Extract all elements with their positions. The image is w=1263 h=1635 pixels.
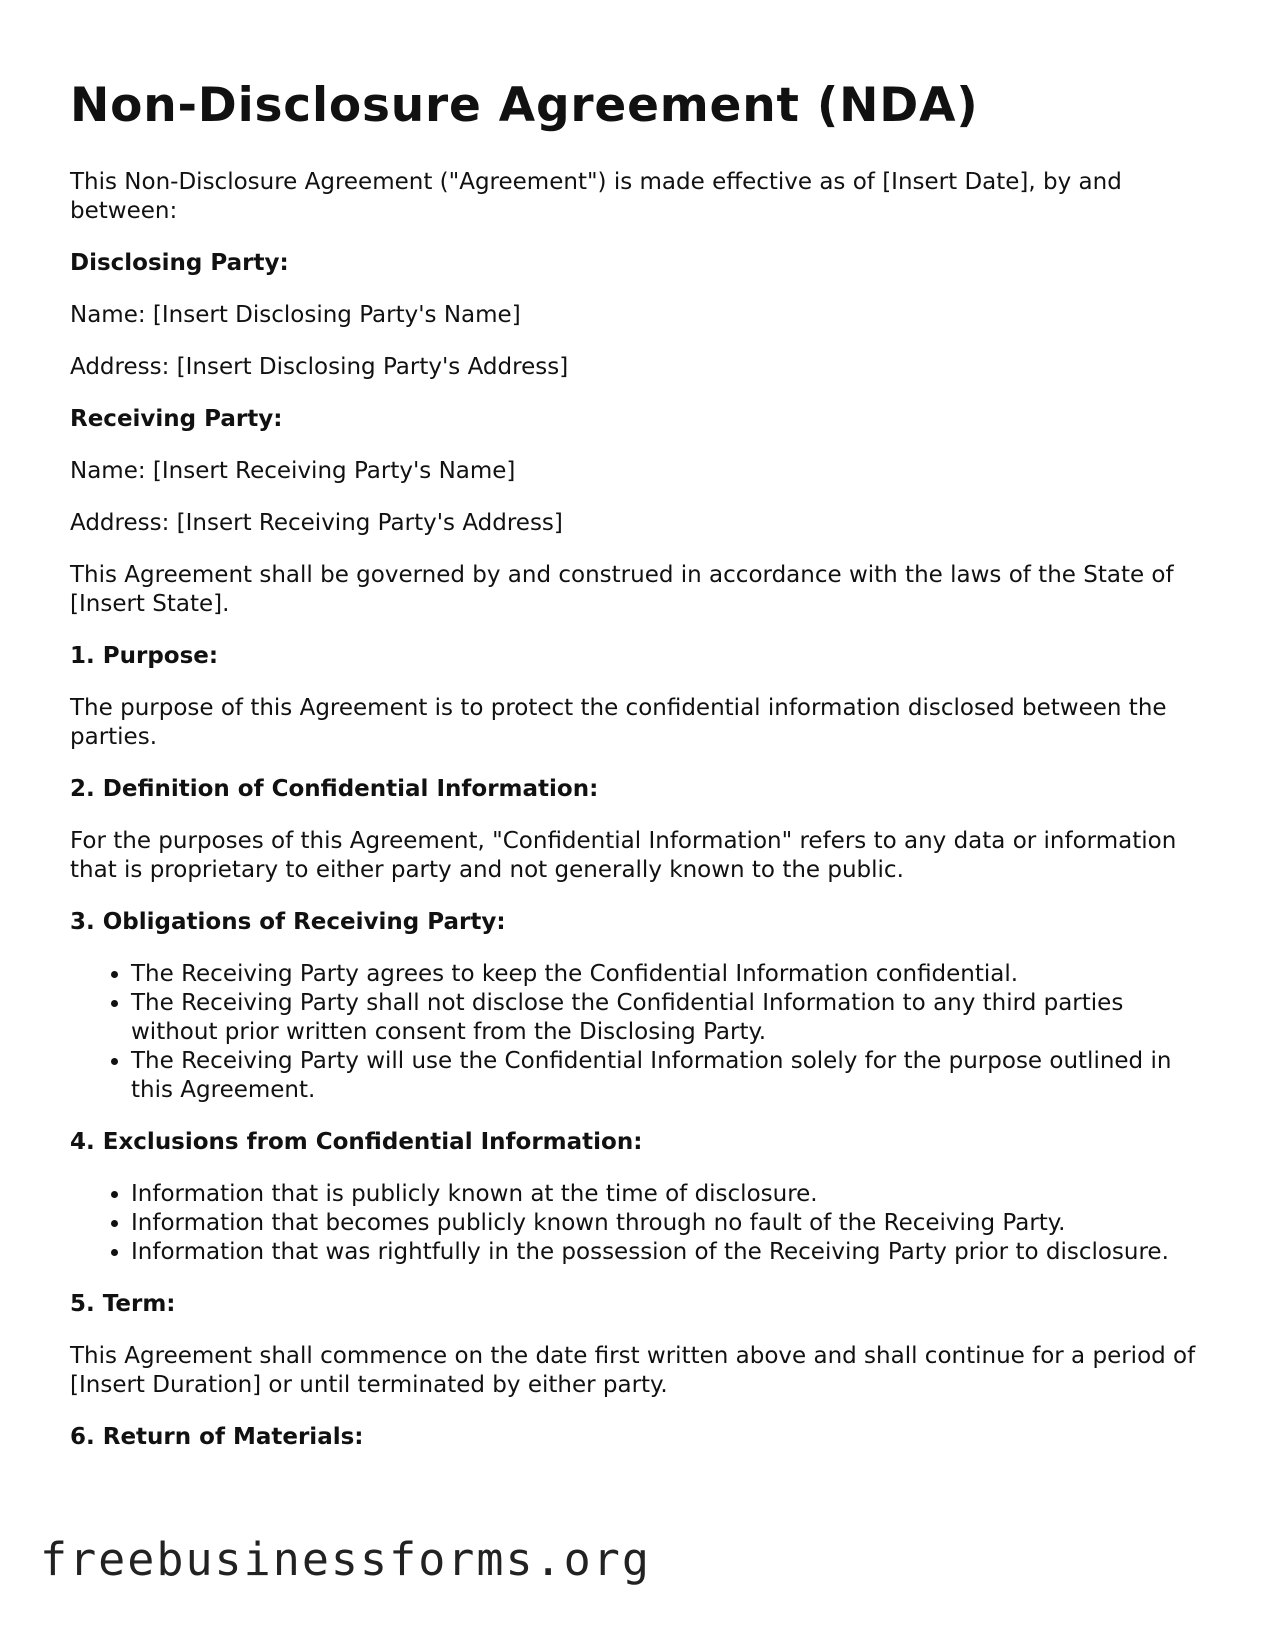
intro-paragraph: This Non-Disclosure Agreement ("Agreement") is made effective as of [Insert Date], by and between:	[70, 169, 1122, 225]
section-heading-term: 5. Term:	[70, 1291, 176, 1318]
receiving-party-address: Address: [Insert Receiving Party's Address]	[70, 510, 563, 537]
list-item: • The Receiving Party shall not disclose the Confidential Information to any third parties without prior written consent from the Disclosing Party.	[131, 989, 1200, 1047]
obligations-list	[70, 960, 1200, 1105]
section-text-term: This Agreement shall commence on the date first written above and shall continue for a period of [Insert Duration] or until terminated by either party.	[70, 1343, 1196, 1399]
document-page	[70, 78, 1200, 1475]
receiving-party-name: Name: [Insert Receiving Party's Name]	[70, 458, 516, 485]
watermark-text: freebusinessforms.org	[40, 1533, 651, 1586]
section-heading-exclusions: 4. Exclusions from Confidential Information:	[70, 1129, 643, 1156]
disclosing-party-address: Address: [Insert Disclosing Party's Address]	[70, 354, 569, 381]
section-heading-definition: 2. Definition of Confidential Information:	[70, 776, 599, 803]
section-heading-return-materials: 6. Return of Materials:	[70, 1424, 364, 1451]
list-item: • Information that was rightfully in the possession of the Receiving Party prior to disclosure.	[131, 1238, 1200, 1267]
disclosing-party-name: Name: [Insert Disclosing Party's Name]	[70, 302, 521, 329]
section-text-purpose: The purpose of this Agreement is to protect the confidential information disclosed between the parties.	[70, 695, 1167, 751]
governing-law-paragraph: This Agreement shall be governed by and construed in accordance with the laws of the State of [Insert State].	[70, 562, 1174, 618]
section-text-definition: For the purposes of this Agreement, "Confidential Information" refers to any data or information that is proprietary to either party and not generally known to the public.	[70, 828, 1177, 884]
section-heading-obligations: 3. Obligations of Receiving Party:	[70, 909, 506, 936]
exclusions-list	[70, 1180, 1200, 1267]
disclosing-party-label: Disclosing Party:	[70, 250, 289, 277]
page-title: Non-Disclosure Agreement (NDA)	[70, 78, 979, 133]
list-item: • The Receiving Party agrees to keep the Confidential Information confidential.	[131, 960, 1200, 989]
section-heading-purpose: 1. Purpose:	[70, 643, 219, 670]
list-item: • The Receiving Party will use the Confidential Information solely for the purpose outlined in this Agreement.	[131, 1047, 1200, 1105]
receiving-party-label: Receiving Party:	[70, 406, 283, 433]
list-item: • Information that becomes publicly known through no fault of the Receiving Party.	[131, 1209, 1200, 1238]
list-item: • Information that is publicly known at the time of disclosure.	[131, 1180, 1200, 1209]
